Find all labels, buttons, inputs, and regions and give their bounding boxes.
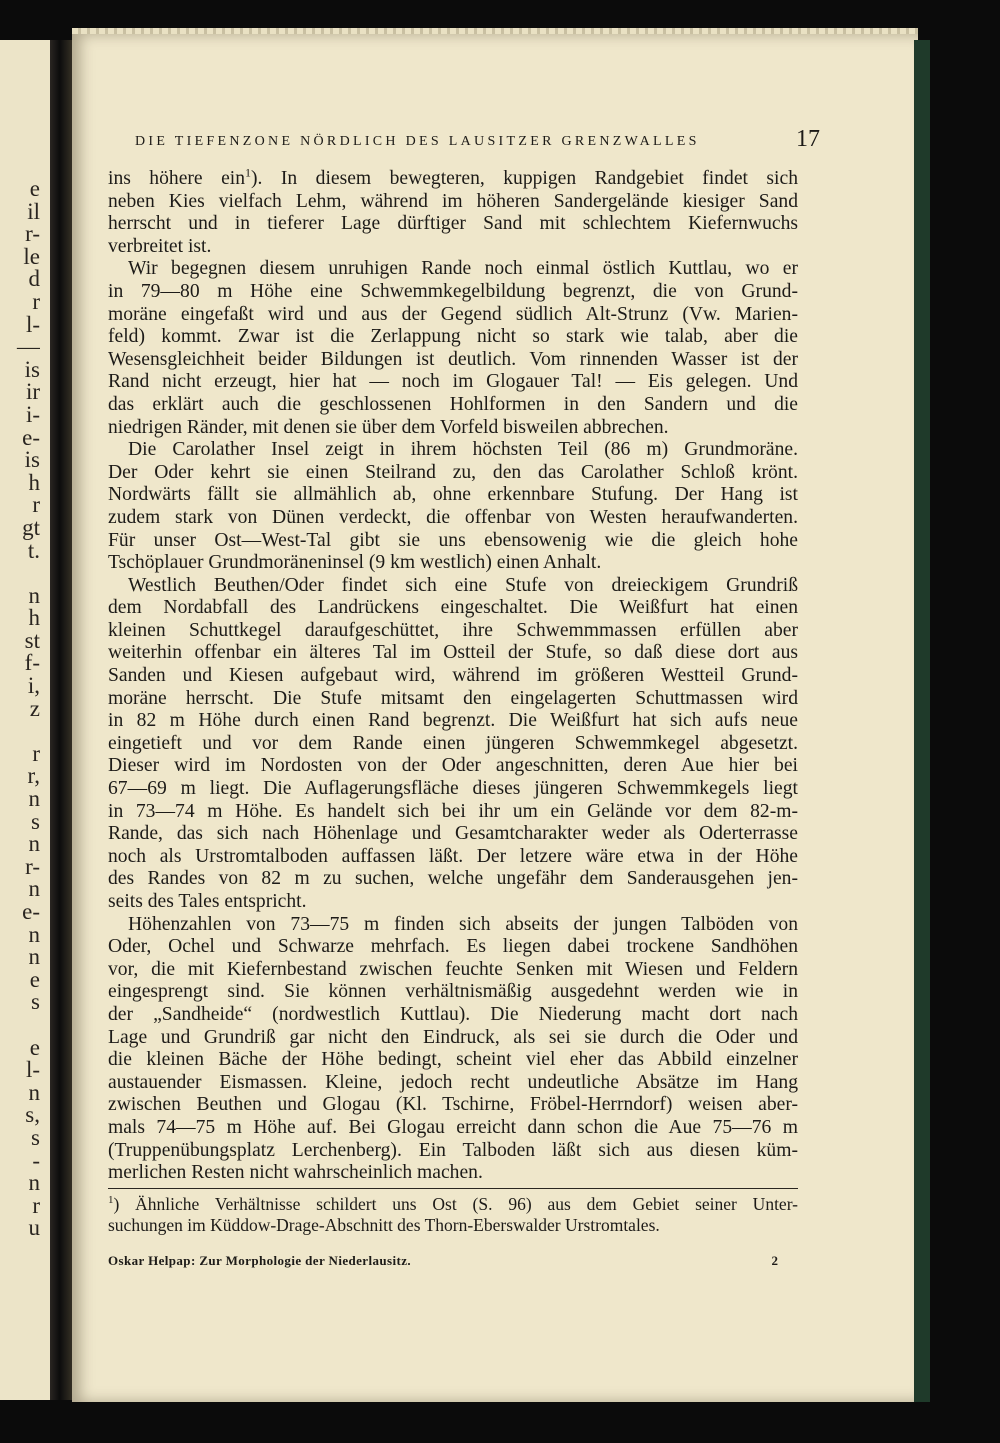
text-line: der „Sandheide“ (nordwestlich Kuttlau). Die Niederung macht dort nach (108, 1003, 798, 1025)
previous-page-fragment: r (32, 1194, 40, 1218)
previous-page-fragment: s (31, 1126, 40, 1150)
text-line: Der Oder kehrt sie einen Steilrand zu, den das Carolather Schloß krönt. (108, 461, 798, 483)
text-line: feld) kommt. Zwar ist die Zerlappung nicht so stark wie talab, aber die (108, 326, 798, 348)
previous-page-fragment: z (29, 697, 40, 721)
text-line: noch als Urstromtalboden auffassen läßt. Der letzere wäre etwa in der Höhe (108, 845, 798, 867)
text-line: seits des Tales entspricht. (108, 891, 307, 912)
text-line: Höhenzahlen von 73—75 m finden sich abseits der jungen Talböden von (128, 913, 798, 935)
text-line: niedrigen Ränder, mit denen sie über dem Vorfeld bisweilen abbrechen. (108, 416, 669, 438)
running-head (135, 126, 820, 158)
book-cover-edge (914, 40, 930, 1402)
text-line: Dieser wird im Nordosten von der Oder angeschnitten, deren Aue hier bei (108, 755, 798, 777)
previous-page-fragment: d (28, 268, 40, 291)
text-line: neben Kies vielfach Lehm, während im höheren Sandergelände kiesiger Sand (108, 190, 798, 212)
previous-page-edge (0, 40, 52, 1400)
text-line: Für unser Ost—West-Tal gibt sie uns ebensowenig wie die gleich hohe (108, 529, 798, 551)
previous-page-fragment: il (27, 200, 40, 224)
signature-number: 2 (771, 1253, 778, 1268)
text-line: zwischen Beuthen und Glogau (Kl. Tschirne, Fröbel-Herrndorf) weisen aber- (108, 1094, 798, 1116)
previous-page-fragment: is (24, 358, 40, 382)
previous-page-fragment: e (29, 1036, 40, 1060)
previous-page-fragment: e (29, 178, 40, 201)
previous-page-fragment: n (28, 878, 40, 901)
text-line: das erklärt auch die geschlossenen Hohlformen in den Sandern und die (108, 393, 798, 415)
footnote (108, 1194, 798, 1236)
previous-page-fragment: n (28, 833, 40, 856)
text-line: austauender Eismassen. Kleine, jedoch recht undeutliche Absätze im Hang (108, 1071, 798, 1093)
previous-page-fragment: is (24, 449, 40, 472)
footnote-reference: 1 (245, 165, 252, 180)
text-line: mals 74—75 m Höhe auf. Bei Glogau erreicht dann schon die Aue 75—76 m (108, 1116, 798, 1138)
previous-page-fragment: l- (25, 1059, 40, 1082)
text-line: zudem stark von Dünen verdeckt, die offenbar von Westen heraufwanderten. (108, 506, 798, 528)
previous-page-fragment: s (31, 991, 40, 1014)
previous-page-fragment: s, (25, 1104, 40, 1127)
footnote-rule (108, 1188, 798, 1189)
text-line: Sanden und Kiesen aufgebaut wird, während im größeren Westteil Grund- (108, 665, 798, 687)
previous-page-fragment (0, 562, 40, 585)
text-line: vor, die mit Kiefernbestand zwischen feuchte Senken mit Wiesen und Feldern (108, 958, 798, 980)
previous-page-fragment: r (32, 742, 40, 766)
text-line: in 73—74 m Höhe. Es handelt sich bei ihr um ein Gelände vor dem 82-m- (108, 800, 798, 822)
text-line: Wir begegnen diesem unruhigen Rande noch einmal östlich Kuttlau, wo er (128, 258, 798, 280)
text-line: kleinen Schuttkegel daraufgeschüttet, ihre Schwemmmassen erfüllen aber (108, 619, 798, 641)
text-line: merlichen Resten nicht wahrscheinlich machen. (108, 1162, 483, 1184)
text-line: Westlich Beuthen/Oder findet sich eine Stufe von dreieckigem Grundriß (128, 574, 798, 596)
text-line: Die Carolather Insel zeigt in ihrem höchsten Teil (86 m) Grundmoräne. (128, 439, 798, 461)
text-line: (Truppenübungsplatz Lerchenberg). Ein Talboden läßt sich aus diesen küm- (108, 1139, 798, 1161)
previous-page-fragment: r, (27, 765, 40, 789)
previous-page-fragment (0, 720, 40, 743)
body-text (108, 165, 798, 1185)
text-line: Nordwärts fällt sie allmählich ab, ohne erkennbare Stufung. Der Hang ist (108, 484, 798, 506)
previous-page-fragment: i- (25, 403, 40, 427)
text-line: 67—69 m liegt. Die Auflagerungsfläche dieses jüngeren Schwemmkegels liegt (108, 778, 798, 800)
text-line: ins höhere ein$^1$). In diesem bewegteren, kuppigen Randgebiet findet sich (108, 165, 798, 189)
previous-page-fragment: e- (22, 426, 40, 450)
footnote-line: $^1$) Ähnliche Verhältnisse schildert uns Ost (S. 96) aus dem Gebiet seiner Unter- (108, 1194, 798, 1214)
previous-page-fragment: - (32, 1149, 40, 1173)
previous-page-fragment: r (32, 494, 40, 517)
text-line: in 82 m Höhe durch einen Rand begrenzt. Die Weißfurt hat sich aufs neue (108, 710, 798, 732)
previous-page-fragment: ir (25, 381, 40, 404)
signature-text: Oskar Helpap: Zur Morphologie der Niederlausitz. (108, 1253, 412, 1268)
text-line: Oder, Ochel und Schwarze mehrfach. Es liegen dabei trockene Sandhöhen (108, 936, 798, 958)
text-line: Rande, das sich nach Höhenlage und Gesamtcharakter weder als Oderterrasse (108, 823, 798, 845)
previous-page-fragment: n (28, 1081, 40, 1105)
previous-page-fragment: r (32, 290, 40, 314)
text-line: dem Nordabfall des Landrückens eingeschaltet. Die Weißfurt hat einen (108, 597, 798, 619)
text-line: des Randes von 82 m zu suchen, welche ungefähr dem Sanderausgehen jen- (108, 868, 798, 890)
footnote-marker: 1 (108, 1194, 114, 1207)
text-line: weiterhin offenbar ein älteres Tal im Ostteil der Stufe, so daß diese dort aus (108, 642, 798, 664)
previous-page-fragment: st (24, 629, 40, 653)
text-line: in 79—80 m Höhe eine Schwemmkegelbildung begrenzt, die von Grund- (108, 280, 798, 302)
text-line: moräne eingefaßt wird und aus der Gegend südlich Alt-Strunz (Vw. Marien- (108, 303, 798, 325)
previous-page-fragment: n (28, 1172, 40, 1195)
previous-page-fragment: i, (27, 675, 40, 698)
previous-page-fragment: le (23, 245, 40, 269)
signature-line (108, 1251, 778, 1271)
previous-page-fragment: f- (24, 652, 40, 676)
text-line: eingesprengt sind. Sie können verhältnismäßig ausgedehnt werden wie in (108, 981, 798, 1003)
previous-page-fragment: t. (27, 539, 40, 563)
previous-page-fragment (0, 1014, 40, 1037)
previous-page-fragment: n (28, 946, 40, 969)
previous-page-fragment: r- (25, 855, 40, 879)
running-title: DIE TIEFENZONE NÖRDLICH DES LAUSITZER GRENZWALLES (135, 134, 700, 149)
text-line: eingetieft und vor dem Rande einen jüngeren Schwemmkegel abgesetzt. (108, 732, 798, 754)
previous-page-fragment: u (28, 1217, 40, 1240)
text-line: die kleinen Bäche der Höhe bedingt, scheint viel eher das Abbild einzelner (108, 1049, 798, 1071)
previous-page-fragment: gt (22, 516, 40, 540)
previous-page-fragment: s (31, 810, 40, 834)
previous-page-fragment: n (28, 584, 40, 608)
book-gutter (50, 40, 74, 1400)
previous-page-fragment: r- (25, 223, 40, 246)
text-line: Tschöplauer Grundmoräneninsel (9 km westlich) einen Anhalt. (108, 552, 602, 574)
previous-page-fragment: n (28, 788, 40, 811)
text-line: verbreitet ist. (108, 235, 212, 257)
footnote-line: suchungen im Küddow-Drage-Abschnitt des Thorn-Eberswalder Urstromtales. (108, 1215, 660, 1235)
previous-page-fragment: n (28, 923, 40, 947)
previous-page-fragment: l- (25, 313, 40, 337)
text-line: Rand nicht erzeugt, hier hat — noch im Glogauer Tal! — Eis gelegen. Und (108, 371, 798, 393)
page-number: 17 (796, 126, 820, 152)
previous-page-fragment: e (29, 968, 40, 992)
previous-page-fragment: e- (22, 901, 40, 924)
text-line: herrscht und in tieferer Lage dürftiger Sand mit schlechtem Kiefernwuchs (108, 213, 798, 235)
text-line: moräne herrscht. Die Stufe mitsamt den eingelagerten Schuttmassen wird (108, 687, 798, 709)
previous-page-fragment: — (17, 336, 40, 359)
previous-page-fragment: h (28, 607, 40, 630)
previous-page-fragment: h (28, 471, 40, 495)
previous-page-text-fragments (0, 178, 40, 1240)
text-line: Wesensgleichheit beider Bildungen ist deutlich. Vom rinnenden Wasser ist der (108, 348, 798, 370)
text-line: Lage und Grundriß gar nicht den Eindruck, als sei sie durch die Oder und (108, 1026, 798, 1048)
